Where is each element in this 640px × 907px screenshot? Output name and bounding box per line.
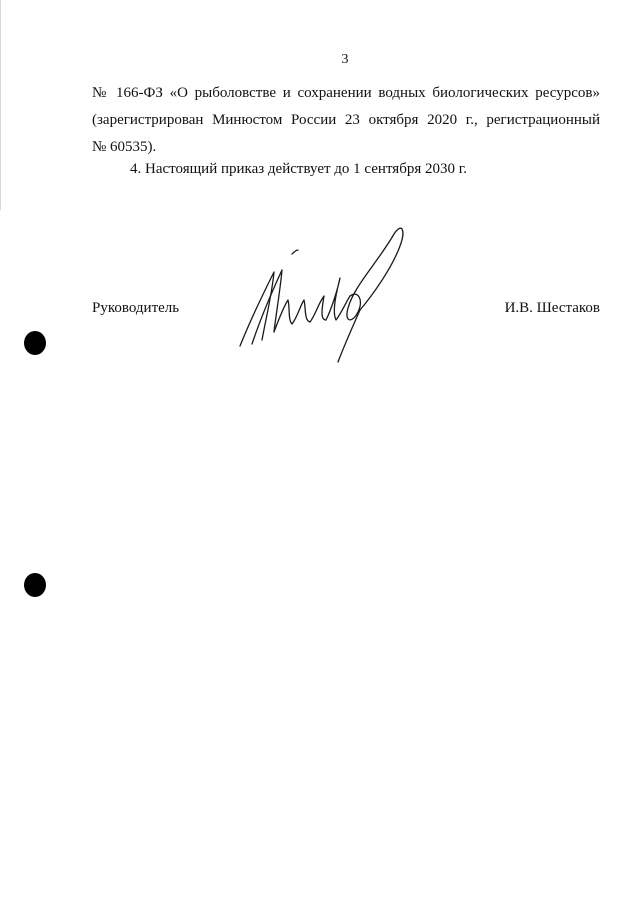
- binder-hole-mark: [24, 331, 46, 355]
- signatory-title: Руководитель: [92, 300, 180, 316]
- page-number: 3: [341, 52, 349, 67]
- paragraph-continuation: [92, 80, 600, 161]
- paragraph-line-1: № 166-ФЗ «О рыболовстве и сохранении водных биологических ресурсов»: [92, 85, 600, 101]
- binder-hole-mark: [24, 573, 46, 597]
- scan-edge-line: [0, 0, 1, 210]
- handwritten-signature: [232, 216, 412, 366]
- signatory-name: И.В. Шестаков: [504, 300, 600, 316]
- paragraph-4: 4. Настоящий приказ действует до 1 сентября 2030 г.: [130, 161, 467, 177]
- paragraph-line-3: № 60535).: [92, 139, 157, 155]
- paragraph-line-2: (зарегистрирован Минюстом России 23 октября 2020 г., регистрационный: [92, 112, 600, 128]
